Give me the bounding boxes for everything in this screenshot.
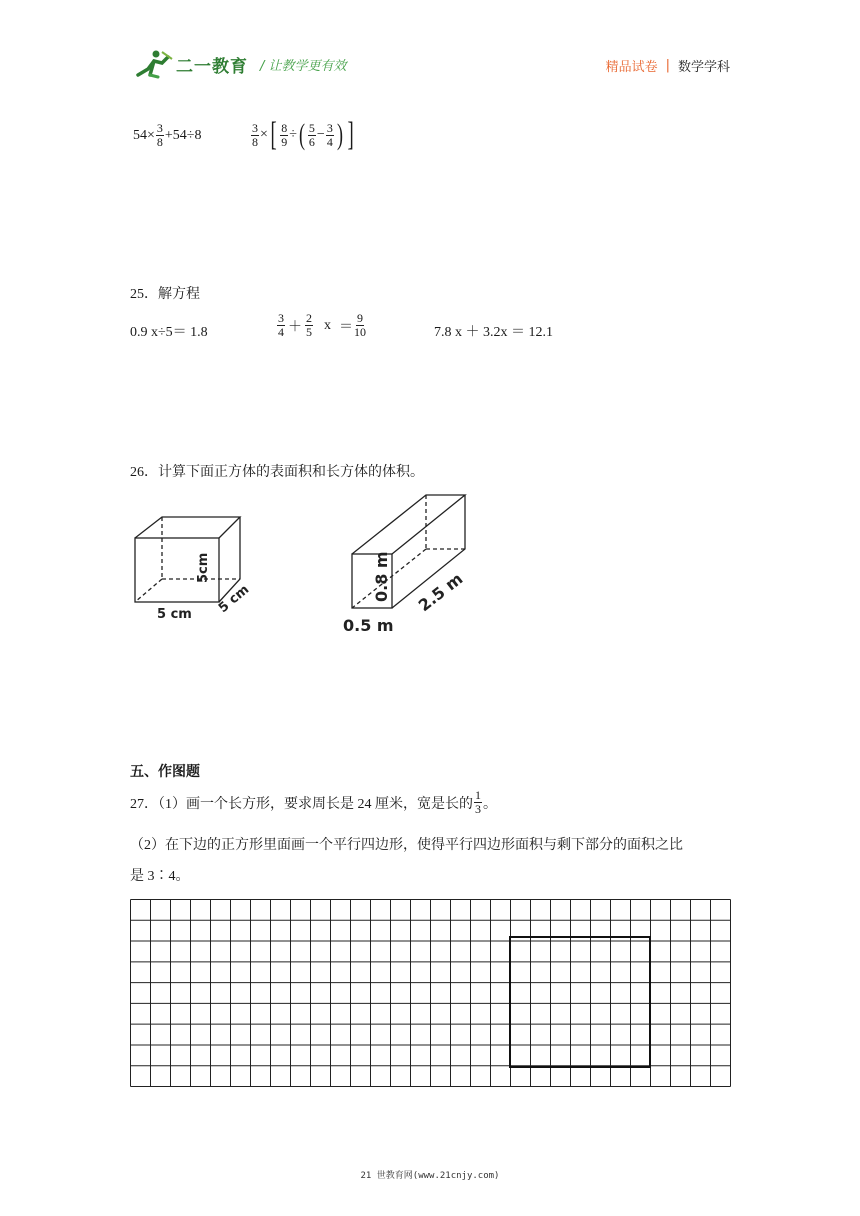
q27-part2-line2: 是 3∶4。 [130,869,190,884]
header-subject-name: 数学学科 [677,60,730,75]
q27-part2-line1: （2）在下边的正方形里面画一个平行四边形，使得平行四边形面积与剩下部分的面积之比 [130,838,683,853]
cuboid-length-label: 2.5 m [414,569,467,616]
cube-depth-label: 5 cm [215,582,253,617]
calc-expr-1: 54 × $\frac{3}{8}$ +54÷8 [133,121,202,149]
section-title: 五、作图题 [130,764,200,780]
header-label: 精品试卷 [605,60,658,75]
footer: 21 世教育网(www.21cnjy.com) [360,1171,500,1181]
logo-text: 二一教育 [176,56,248,77]
header-separator: | [665,58,670,73]
q26-title: 26．计算下面正方体的表面积和长方体的体积。 [130,465,424,480]
q27-part1: 27．（1）画一个长方形，要求周长是 24 厘米，宽是长的 $\frac{1}{3}$ 。 [130,788,497,816]
q25-eq1: 0.9 x÷5＝ 1.8 [130,325,208,340]
cuboid-figure [338,488,478,638]
header-subject [606,56,730,75]
header-logo [132,48,347,80]
cube-height-label: 5cm [196,552,211,583]
q25-eq3: 7.8 x ＋ 3.2x ＝ 12.1 [434,325,553,340]
drawing-grid[interactable] [130,899,731,1087]
cuboid-height-label: 0.8 m [372,551,391,602]
cuboid-width-label: 0.5 m [343,616,394,635]
slogan: / 让教学更有效 [260,58,347,74]
q25-eq2: $\frac{3}{4}$ ＋ $\frac{2}{5}$ x ＝ $\frac{9}{10}$ [278,311,366,339]
cube-width-label: 5 cm [157,607,192,622]
cube-figure [125,505,275,625]
calc-expr-2: $\frac{3}{8}$ × [ $\frac{8}{9}$ ÷ ( $\frac{5}{6}$ − $\frac{3}{4}$ ) ] [252,116,354,153]
runner-icon [132,49,174,79]
q25-title: 25．解方程 [130,287,200,302]
